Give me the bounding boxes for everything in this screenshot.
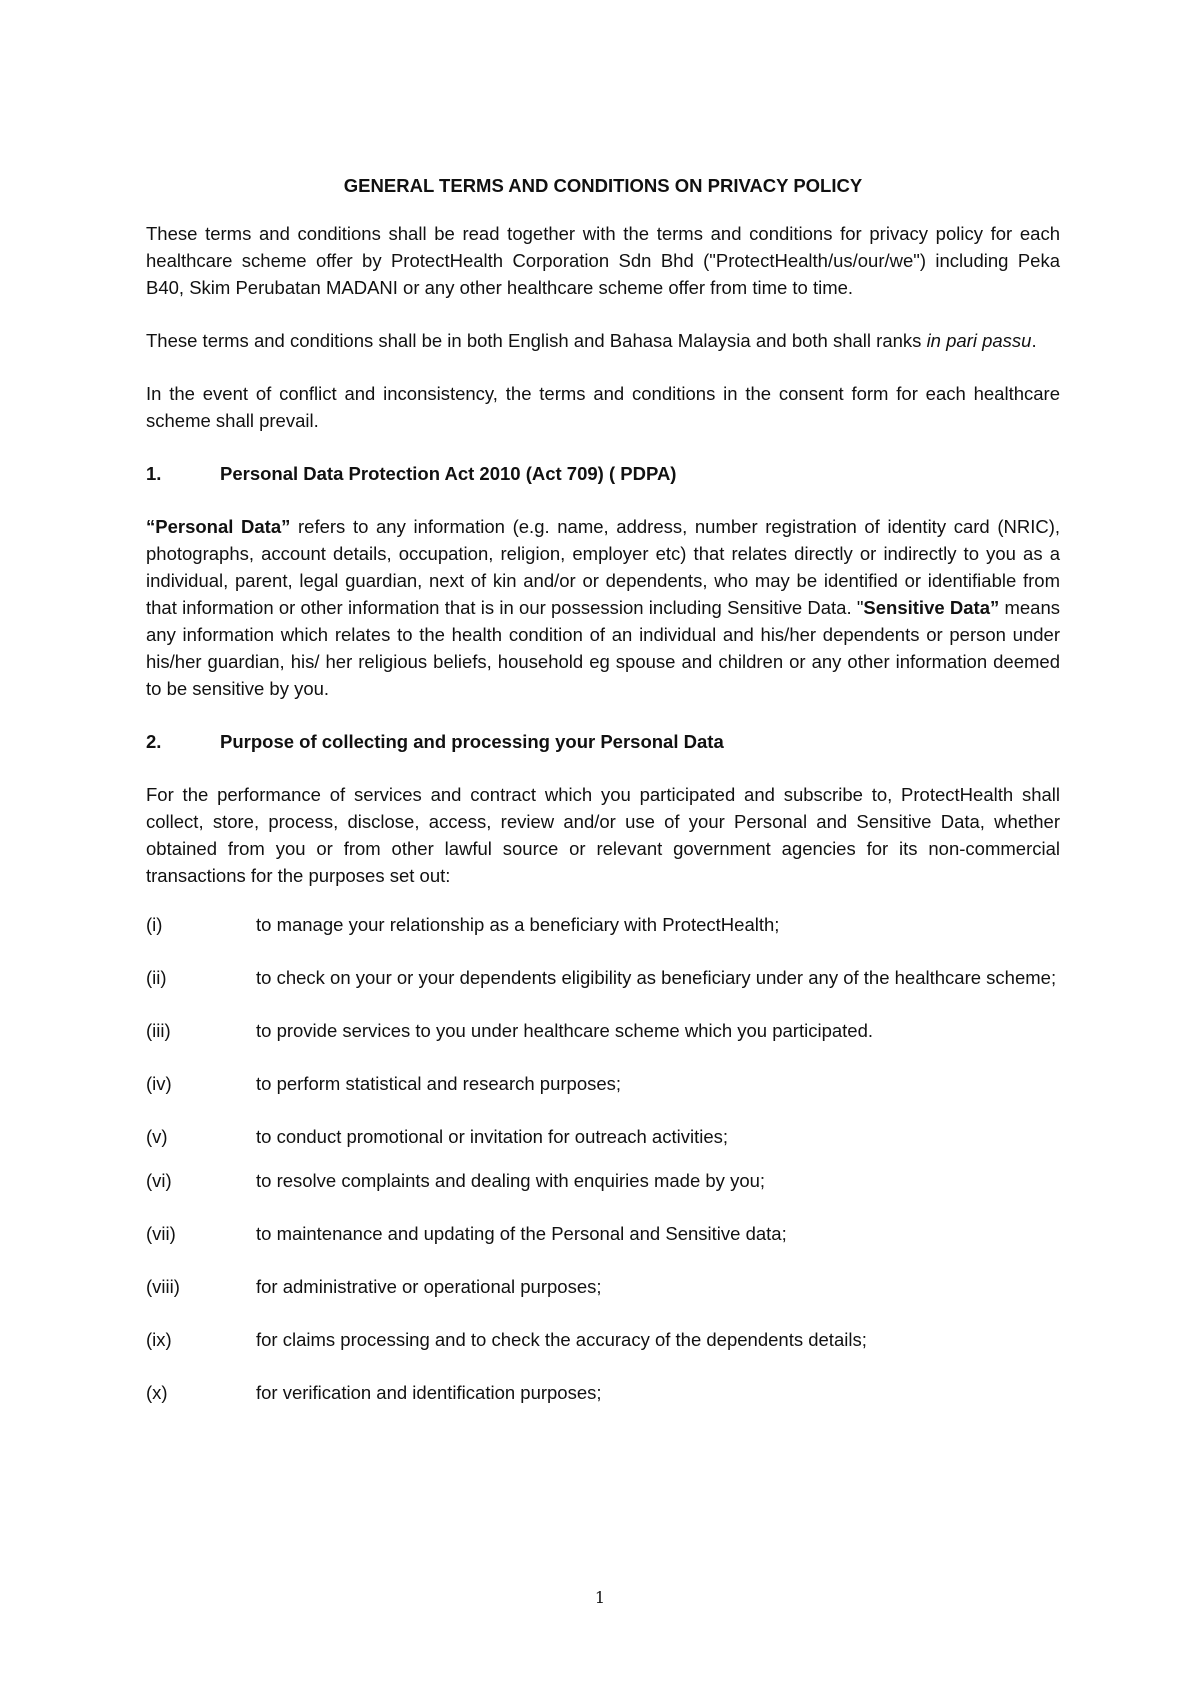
section-2-number: 2. xyxy=(146,731,162,752)
section-1-heading xyxy=(146,460,1060,487)
personal-data-text: refers to any information (e.g. name, address, number registration of identity card (NRIC), photographs, account details, occupation, religion, employer etc) that relates directly or indirectly to you as a individual, parent, legal guardian, next of kin and/or or dependents, who may be identified or identifiable from that information or other information that is in our possession including Sensitive Data. " xyxy=(146,516,1061,618)
conflict-paragraph: In the event of conflict and inconsistency, the terms and conditions in the consent form for each healthcare scheme shall prevail. xyxy=(146,383,1060,431)
list-item-text: to resolve complaints and dealing with enquiries made by you; xyxy=(256,1170,766,1191)
list-item xyxy=(146,1326,1060,1353)
list-item xyxy=(146,1017,1060,1044)
section-2-title: Purpose of collecting and processing your Personal Data xyxy=(220,731,724,752)
list-item xyxy=(146,964,1060,991)
section-1-title: Personal Data Protection Act 2010 (Act 709) ( PDPA) xyxy=(220,463,677,484)
list-item-text: to check on your or your dependents eligibility as beneficiary under any of the healthcare scheme; xyxy=(256,967,1057,988)
list-item-text: to conduct promotional or invitation for outreach activities; xyxy=(256,1126,728,1147)
section-2-heading xyxy=(146,728,1060,755)
document-title: GENERAL TERMS AND CONDITIONS ON PRIVACY POLICY xyxy=(343,175,863,196)
list-item-marker: (iii) xyxy=(146,1020,171,1041)
personal-data-definition xyxy=(146,513,1060,702)
list-item-marker: (ix) xyxy=(146,1329,172,1350)
list-item-marker: (iv) xyxy=(146,1073,172,1094)
section-2-intro: For the performance of services and contract which you participated and subscribe to, ProtectHealth shall collect, store, process, disclose, access, review and/or use of your Personal and Sensitive Data, whether obtained from you or from other lawful source or relevant government agencies for its non-commercial transactions for the purposes set out: xyxy=(146,784,1060,886)
list-item-marker: (x) xyxy=(146,1382,168,1403)
list-item xyxy=(146,1273,1060,1300)
list-item-marker: (viii) xyxy=(146,1276,180,1297)
list-item xyxy=(146,1123,1060,1150)
list-item-marker: (i) xyxy=(146,914,163,935)
intro-paragraph: These terms and conditions shall be read together with the terms and conditions for privacy policy for each healthcare scheme offer by ProtectHealth Corporation Sdn Bhd ("ProtectHealth/us/our/we") including Peka B40, Skim Perubatan MADANI or any other healthcare scheme offer from time to time. xyxy=(146,223,1060,298)
list-item xyxy=(146,911,1060,938)
list-item-marker: (vii) xyxy=(146,1223,176,1244)
document-body xyxy=(146,172,1060,1432)
list-item-marker: (v) xyxy=(146,1126,168,1147)
language-paragraph xyxy=(146,327,1060,354)
personal-data-term: “Personal Data” xyxy=(146,516,291,537)
list-item-text: for administrative or operational purposes; xyxy=(256,1276,602,1297)
list-item-text: for verification and identification purposes; xyxy=(256,1382,602,1403)
language-text-end: . xyxy=(1031,330,1037,351)
pari-passu-italic: in pari passu xyxy=(926,330,1032,351)
page-number: 1 xyxy=(594,1588,606,1607)
list-item-text: to provide services to you under healthcare scheme which you participated. xyxy=(256,1020,874,1041)
list-item-marker: (ii) xyxy=(146,967,167,988)
list-item-marker: (vi) xyxy=(146,1170,172,1191)
list-item-text: for claims processing and to check the accuracy of the dependents details; xyxy=(256,1329,867,1350)
list-item xyxy=(146,1070,1060,1097)
section-1-number: 1. xyxy=(146,463,162,484)
list-item-text: to manage your relationship as a beneficiary with ProtectHealth; xyxy=(256,914,780,935)
sensitive-data-text: means any information which relates to the health condition of an individual and his/her dependents or person under his/her guardian, his/ her religious beliefs, household eg spouse and children or any other information deemed to be sensitive by you. xyxy=(146,597,1061,699)
purpose-list xyxy=(146,911,1060,1406)
list-item xyxy=(146,1220,1060,1247)
language-text: These terms and conditions shall be in both English and Bahasa Malaysia and both shall ranks xyxy=(146,330,927,351)
list-item-text: to perform statistical and research purposes; xyxy=(256,1073,622,1094)
list-item xyxy=(146,1167,1060,1194)
list-item-text: to maintenance and updating of the Personal and Sensitive data; xyxy=(256,1223,787,1244)
list-item xyxy=(146,1379,1060,1406)
sensitive-data-term: Sensitive Data” xyxy=(863,597,1000,618)
